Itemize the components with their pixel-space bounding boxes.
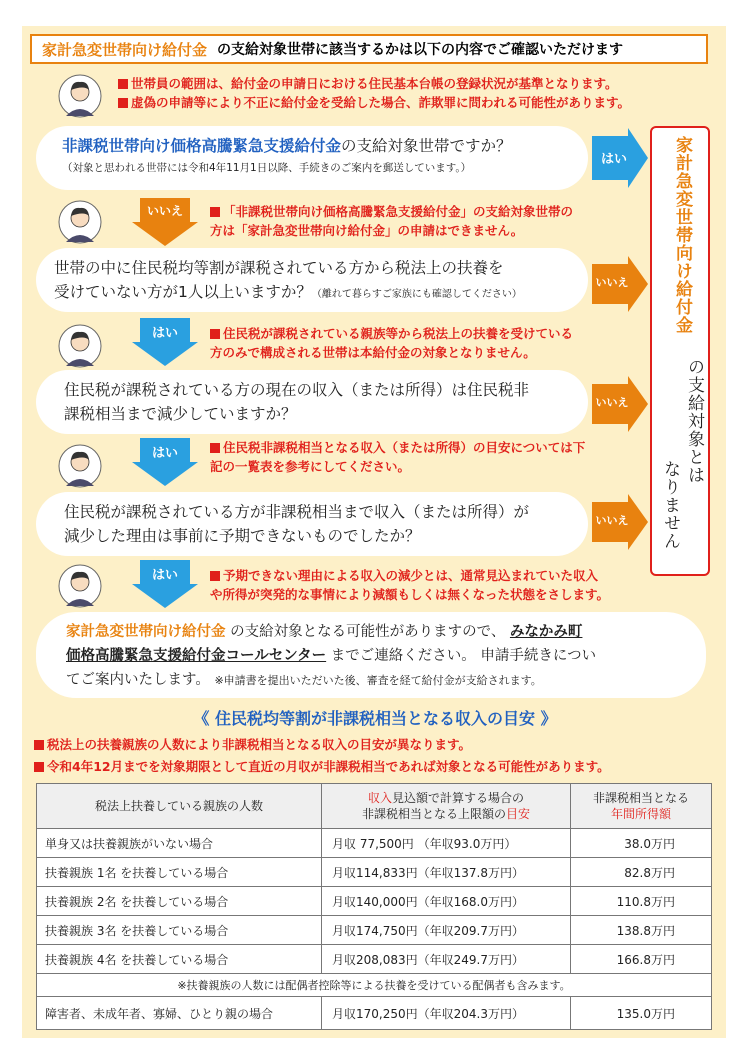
table-header: 税法上扶養している親族の人数 [37,784,322,829]
table-row [37,945,712,974]
note-line: 令和4年12月までを対象期限として直近の月収が非課税相当であれば対象となる可能性があります。 [47,759,610,774]
table-row [37,829,712,858]
table-cell: 扶養親族 4名 を扶養している場合 [37,945,322,974]
result-accent: 家計急変世帯向け給付金 [66,624,226,640]
table-row [37,858,712,887]
person-icon [58,564,102,608]
note-line: 世帯員の範囲は、給付金の申請日における住民基本台帳の登録状況が基準となります。 [131,76,618,91]
yes-label: はい [151,568,178,583]
note-line: 住民税非課税相当となる収入（または所得）の目安については下 [223,440,586,455]
question-bubble-1 [36,126,588,190]
table-cell: 月収114,833円（年収137.8万円） [322,858,571,887]
top-notes [118,74,630,112]
title-text: の支給対象世帯に該当するかは以下の内容でご確認いただけます [217,42,624,58]
q4-line2: 減少した理由は事前に予期できないものでしたか？ [64,527,421,545]
result-line3: てご案内いたします。 [66,672,210,688]
table-row [37,887,712,916]
note-line: 予期できない理由による収入の減少とは、通常見込まれていた収入 [223,568,599,583]
table-cell: 82.8万円 [571,858,712,887]
header-text: 非課税相当となる上限額の [361,807,506,821]
note-line: 「非課税世帯向け価格高騰緊急支援給付金」の支給対象世帯の [223,204,574,219]
person-icon [58,324,102,368]
no-label: いいえ [595,396,629,409]
table-cell: 110.8万円 [571,887,712,916]
table-cell: 138.8万円 [571,916,712,945]
section-title: 《 住民税均等割が非課税相当となる収入の目安 》 [193,709,557,728]
question-bubble-3 [36,370,588,434]
side-accent: 家計急変世帯向け給付金 [672,136,692,334]
table-cell: 月収174,750円（年収209.7万円） [322,916,571,945]
table-header [571,784,712,829]
note-q2 [210,324,573,362]
note-line: や所得が突発的な事情により減額もしくは無くなった状態をさします。 [210,587,610,602]
table-cell: 扶養親族 2名 を扶養している場合 [37,887,322,916]
table-row [37,916,712,945]
result-center: 価格高騰緊急支援給付金コールセンター [66,648,327,664]
result-part1: の支給対象となる可能性がありますので、 [230,624,506,640]
title-accent: 家計急変世帯向け給付金 [42,40,208,59]
table-cell: 166.8万円 [571,945,712,974]
yes-label: はい [600,152,627,167]
note-line: 虚偽の申請等により不正に給付金を受給した場合、詐欺罪に問われる可能性があります。 [131,95,631,110]
table-cell: 月収208,083円（年収249.7万円） [322,945,571,974]
result-town: みなかみ町 [509,624,583,640]
header-accent: 収入 [367,791,392,805]
question-bubble-2 [36,248,588,312]
table-cell: 月収170,250円（年収204.3万円） [322,997,571,1030]
note-line: 記の一覧表を参考にしてください。 [210,459,411,474]
note-line: 税法上の扶養親族の人数により非課税相当となる収入の目安が異なります。 [47,737,472,752]
note-line: 住民税が課税されている親族等から税法上の扶養を受けている [223,326,574,341]
q2-sub: （離れて暮らすご家族にも確認してください） [311,289,522,300]
yes-label: はい [151,446,178,461]
header-text: 非課税相当となる [592,791,689,805]
table-cell: 38.0万円 [571,829,712,858]
note-line: 方のみで構成される世帯は本給付金の対象となりません。 [210,345,536,360]
q3-line1: 住民税が課税されている方の現在の収入（または所得）は住民税非 [64,381,530,399]
q1-accent: 非課税世帯向け価格高騰緊急支援給付金 [62,137,342,155]
table-cell: 扶養親族 3名 を扶養している場合 [37,916,322,945]
no-label: いいえ [146,204,183,218]
note-q3 [210,438,585,476]
header-accent: 目安 [506,807,531,821]
result-part2: までご連絡ください。 申請手続きについ [330,648,597,664]
side-text-2: なりません [660,460,680,550]
note-q4 [210,566,609,604]
table-cell: 月収 77,500円 （年収93.0万円） [322,829,571,858]
header-text: 見込額で計算する場合の [392,791,525,805]
table-cell: 135.0万円 [571,997,712,1030]
page-title [30,34,708,64]
table-cell: 扶養親族 1名 を扶養している場合 [37,858,322,887]
q1-sub: （対象と思われる世帯には令和4年11月1日以降、手続きのご案内を郵送しています。） [62,162,472,174]
question-bubble-4 [36,492,588,556]
person-icon [58,444,102,488]
table-row [37,997,712,1030]
yes-label: はい [151,326,178,341]
income-table [36,783,712,1030]
table-footnote: ※扶養親族の人数には配偶者控除等による扶養を受けている配偶者も含みます。 [37,974,712,997]
table-cell: 月収140,000円（年収168.0万円） [322,887,571,916]
q2-line1: 世帯の中に住民税均等割が課税されている方から税法上の扶養を [54,259,504,277]
q1-text: の支給対象世帯ですか？ [341,137,512,155]
table-footnote-row [37,974,712,997]
q4-line1: 住民税が課税されている方が非課税相当まで収入（または所得）が [64,503,530,521]
q2-line2: 受けていない方が1人以上いますか？ [54,283,312,301]
result-bubble [36,612,706,698]
table-cell: 障害者、未成年者、寡婦、ひとり親の場合 [37,997,322,1030]
not-eligible-box [650,126,710,576]
table-header [322,784,571,829]
section-notes [34,734,610,778]
no-label: いいえ [595,276,629,289]
note-line: 方は「家計急変世帯向け給付金」の申請はできません。 [210,223,524,238]
table-cell: 単身又は扶養親族がいない場合 [37,829,322,858]
header-accent: 年間所得額 [610,807,671,821]
no-label: いいえ [595,514,629,527]
person-icon [58,74,102,118]
q3-line2: 課税相当まで減少していますか？ [64,405,297,423]
note-q1 [210,202,573,240]
person-icon [58,200,102,244]
result-small: ※申請書を提出いただいた後、審査を経て給付金が支給されます。 [214,674,542,687]
side-text-1: の支給対象とは [684,358,704,484]
